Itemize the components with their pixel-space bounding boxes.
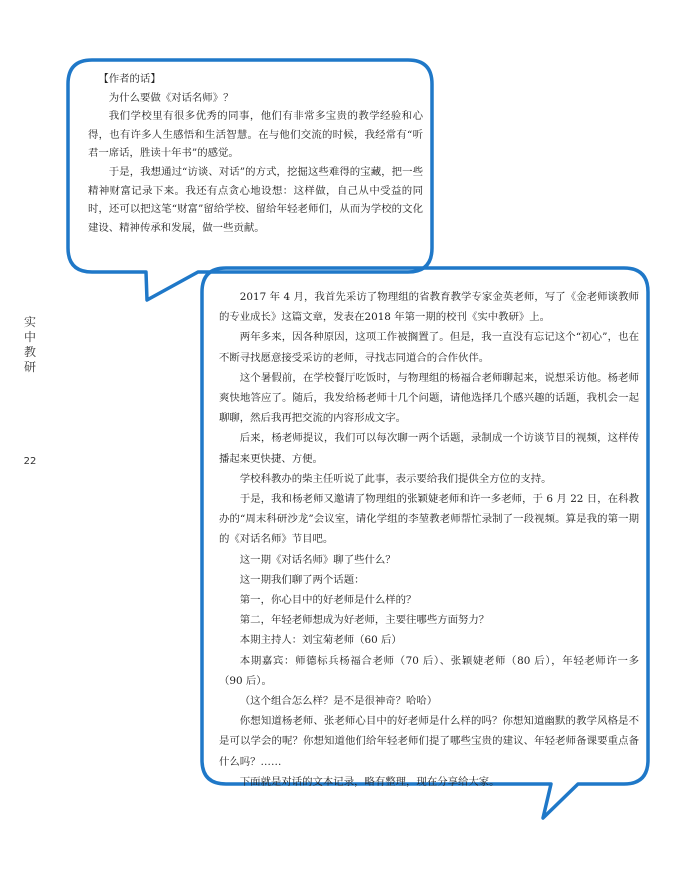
paragraph: 这个暑假前，在学校餐厅吃饭时，与物理组的杨福合老师聊起来，说想采访他。杨老师爽快地答应了。随后，我发给杨老师十几个问题，请他选择几个感兴趣的话题，我机会一起聊聊，然后我再把交流的内容形成文字。 bbox=[219, 371, 639, 425]
paragraph: （这个组合怎么样？是不是很神奇？哈哈） bbox=[239, 695, 438, 708]
side-title-char: 实 bbox=[23, 315, 36, 329]
paragraph: 这一期《对话名师》聊了些什么？ bbox=[239, 553, 396, 566]
paragraph: 两年多来，因各种原因，这项工作被搁置了。但是，我一直没有忘记这个“初心”，也在不断寻找愿意接受采访的老师，寻找志同道合的合作伙伴。 bbox=[219, 331, 639, 364]
page-number: 22 bbox=[23, 456, 37, 467]
paragraph: 我们学校里有很多优秀的同事，他们有非常多宝贵的教学经验和心得，也有许多人生感悟和生活智慧。在与他们交流的时候，我经常有“听君一席话，胜读十年书”的感觉。 bbox=[88, 110, 423, 160]
paragraph: 于是，我和杨老师又邀请了物理组的张颖婕老师和许一多老师，于 6 月 22 日，在科教办的“周末科研沙龙”会议室，请化学组的李堃教老师帮忙录制了一段视频。算是我的第一期的《对话名师》节目吧。 bbox=[219, 493, 639, 546]
paragraph: 第二，年轻老师想成为好老师，主要往哪些方面努力？ bbox=[239, 614, 490, 627]
paragraph: 本期主持人：刘宝菊老师（60 后） bbox=[239, 634, 402, 647]
paragraph: 下面就是对话的文本记录，略有整理，现在分享给大家。 bbox=[239, 775, 500, 788]
paragraph: 于是，我想通过“访谈、对话”的方式，挖掘这些难得的宝藏，把一些精神财富记录下来。我还有点贪心地设想：这样做，自己从中受益的同时，还可以把这笔“财富”留给学校、留给年轻老师们，从而为学校的文化建设、精神传承和发展，做一些贡献。 bbox=[88, 165, 423, 234]
paragraph: 第一，你心目中的好老师是什么样的？ bbox=[239, 594, 417, 607]
author-note-heading: 【作者的话】 bbox=[98, 73, 161, 85]
paragraph: 本期嘉宾：师德标兵杨福合老师（70 后）、张颖婕老师（80 后），年轻老师许一多（90 后）。 bbox=[219, 654, 639, 687]
paragraph: 为什么要做《对话名师》？ bbox=[108, 91, 234, 104]
side-title-char: 研 bbox=[23, 360, 36, 374]
paragraph: 学校科教办的柴主任听说了此事，表示要给我们提供全方位的支持。 bbox=[239, 472, 552, 485]
paragraph: 2017 年 4 月，我首先采访了物理组的省教育教学专家金英老师，写了《金老师谈教师的专业成长》这篇文章，发表在2018 年第一期的校刊《实中教研》上。 bbox=[219, 291, 639, 324]
side-title bbox=[16, 315, 44, 375]
paragraph: 后来，杨老师提议，我们可以每次聊一两个话题，录制成一个访谈节目的视频，这样传播起来更快捷、方便。 bbox=[219, 432, 639, 465]
main-text bbox=[219, 287, 639, 792]
paragraph: 你想知道杨老师、张老师心目中的好老师是什么样的吗？你想知道幽默的教学风格是不是可以学会的呢？你想知道他们给年轻老师们提了哪些宝贵的建议、年轻老师备课要重点备什么吗？…… bbox=[219, 715, 639, 768]
side-title-char: 教 bbox=[23, 345, 36, 359]
author-note bbox=[88, 70, 423, 237]
paragraph: 这一期我们聊了两个话题： bbox=[239, 573, 365, 586]
side-title-char: 中 bbox=[23, 330, 36, 344]
